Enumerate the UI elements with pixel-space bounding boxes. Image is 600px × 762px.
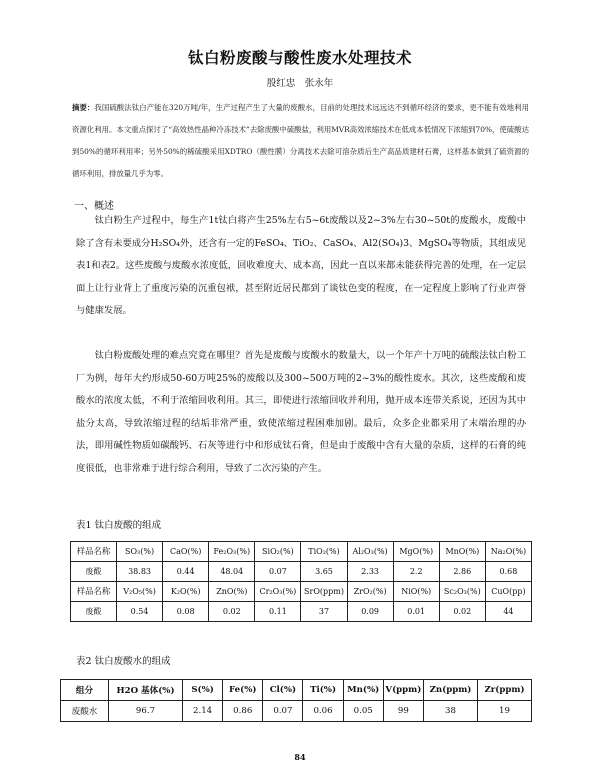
table2-cell: 96.7 [109,701,183,722]
table1-cell: 0.02 [439,602,485,622]
table2-col-header: V(ppm) [383,680,423,701]
table1-sample-name: 废酸 [71,602,117,622]
table1-row-header: 样品名称 [71,542,117,562]
table1-cell: 0.44 [163,562,209,582]
table1-col-header: Al₂O₃(%) [347,542,393,562]
table2-cell: 0.05 [343,701,383,722]
table1-cell: 0.07 [255,562,301,582]
table1-cell: 0.02 [209,602,255,622]
table2-sample-name: 废酸水 [61,701,109,722]
table2-cell: 19 [478,701,532,722]
body-paragraph-1: 钛白粉生产过程中，每生产1t钛白将产生25%左右5~6t废酸以及2~3%左右30~50t的废酸水，废酸中除了含有未要成分H₂SO₄外，还含有一定的FeSO₄、TiO₂、CaSO₄、Al2(SO₄)3、MgSO₄等物质，其组成见表1和表2。这些废酸与废酸水浓度低，回收难度大、成本高，因此一直以来都未能获得完善的处理，在一定层面上让行业背上了重度污染的沉重包袱，甚至附近居民都到了谈钛色变的程度，在一定程度上影响了行业声誉与健康发展。 [76,215,526,316]
table1-col-header: SiO₂(%) [255,542,301,562]
table1-col-header: SrO(ppm) [301,582,347,602]
table1-cell: 2.86 [439,562,485,582]
table1-col-header: Fe₂O₃(%) [209,542,255,562]
table2-col-header: Ti(%) [303,680,343,701]
table2-col-header: Zr(ppm) [478,680,532,701]
table2-cell: 0.86 [223,701,263,722]
table1-col-header: ZrO₂(%) [347,582,393,602]
table1-cell: 0.09 [347,602,393,622]
table1-col-header: ZnO(%) [209,582,255,602]
table2-col-header: Cl(%) [263,680,303,701]
table1-cell: 2.2 [393,562,439,582]
table1-sample-name: 废酸 [71,562,117,582]
table1-col-header: TiO₂(%) [301,542,347,562]
table2-cell: 0.07 [263,701,303,722]
table2-header-row [61,680,532,701]
table2-acidic-wastewater-composition [60,679,532,722]
table1-col-header: Na₂O(%) [485,542,531,562]
table1-cell: 0.08 [163,602,209,622]
table1-col-header: Cr₂O₃(%) [255,582,301,602]
table1-data-row-1 [71,562,532,582]
table2-caption: 表2 钛白废酸水的组成 [76,656,171,667]
table2-col-header: Mn(%) [343,680,383,701]
table1-col-header: V₂O₅(%) [117,582,163,602]
table1-header-row-1 [71,542,532,562]
table1-col-header: MgO(%) [393,542,439,562]
table1-col-header: CaO(%) [163,542,209,562]
section-heading-overview: 一、概述 [74,201,114,212]
table1-col-header: CuO(pp) [485,582,531,602]
table1-header-row-2 [71,582,532,602]
body-paragraph-2: 钛白粉废酸处理的难点究竟在哪里？首先是废酸与废酸水的数量大，以一个年产十万吨的硫酸法钛白粉工厂为例，每年大约形成50-60万吨25%的废酸以及300~500万吨的2~3%的酸性废水。其次，这些废酸和废酸水的浓度太低，不利于浓缩回收利用。其三，即使进行浓缩回收并利用，抛开成本连带关系说，还因为其中盐分太高，导致浓缩过程的结垢非常严重，致使浓缩过程困难加剧。最后，众多企业都采用了末端治理的办法，即用碱性物质如碳酸钙、石灰等进行中和形成钛石膏，但是由于废酸中含有大量的杂质，这样的石膏的纯度很低，也非常难于进行综合利用，导致了二次污染的产生。 [76,350,526,474]
table1-cell: 38.83 [117,562,163,582]
table1-data-row-2 [71,602,532,622]
table2-col-header: 组分 [61,680,109,701]
table2-col-header: S(%) [183,680,223,701]
table1-col-header: Sc₂O₃(%) [439,582,485,602]
table1-cell: 0.54 [117,602,163,622]
table2-cell: 38 [424,701,478,722]
table2-cell: 99 [383,701,423,722]
table2-col-header: H2O 基体(%) [109,680,183,701]
table1-caption: 表1 钛白废酸的组成 [76,520,162,531]
authors: 殷红忠 张永年 [266,78,334,89]
table1-cell: 3.65 [301,562,347,582]
table1-cell: 0.68 [485,562,531,582]
table1-cell: 0.11 [255,602,301,622]
table1-waste-acid-composition [70,541,532,622]
abstract-text: 我国硫酸法钛白产能在320万吨/年，生产过程产生了大量的废酸水，目前的处理技术远远达不到循环经济的要求，更不能有效地利用资源化利用。本文重点探讨了“高效热性晶种冷冻技术”去除废酸中硫酸盐，利用MVR高效浓缩技术在低成本低情况下浓缩到70%，使硫酸达到50%的循环利用率；另外50%的稀硫酸采用XDTRO（酸性膜）分离技术去除可溶杂质后生产高品质建材石膏，这样基本做到了硫资源的循环利用，排放量几乎为零。 [72,103,529,178]
table1-cell: 37 [301,602,347,622]
table1-col-header: NiO(%) [393,582,439,602]
table2-col-header: Fe(%) [223,680,263,701]
table1-cell: 44 [485,602,531,622]
table1-cell: 48.04 [209,562,255,582]
table1-col-header: MnO(%) [439,542,485,562]
abstract-label: 摘要： [72,103,95,112]
table1-row-header: 样品名称 [71,582,117,602]
table1-cell: 0.01 [393,602,439,622]
table2-col-header: Zn(ppm) [424,680,478,701]
abstract [72,97,529,185]
table2-cell: 0.06 [303,701,343,722]
table2-data-row [61,701,532,722]
paper-title: 钛白粉废酸与酸性废水处理技术 [187,49,412,67]
table2-cell: 2.14 [183,701,223,722]
table1-col-header: SO₃(%) [117,542,163,562]
table1-col-header: K₂O(%) [163,582,209,602]
page-number: 84 [294,752,306,762]
table1-cell: 2.33 [347,562,393,582]
